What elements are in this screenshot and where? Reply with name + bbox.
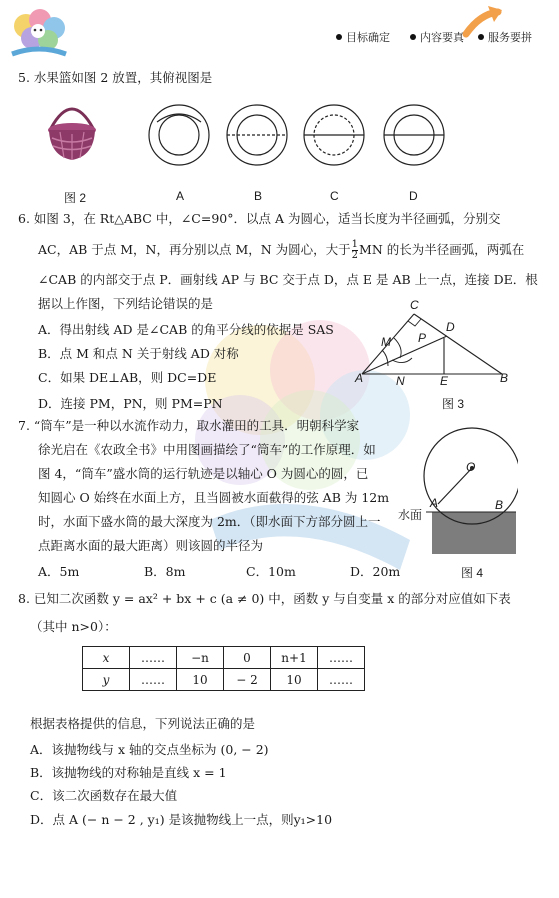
q7-option-d: D．20m [350,564,401,579]
q7-option-c: C．10m [246,564,296,579]
table-cell: − 2 [224,669,271,691]
fig3-label: 图 3 [442,397,465,411]
q6-line-3: ∠CAB 的内部交于点 P．画射线 AP 与 BC 交于点 D，点 E 是 AB 上一点，连接 DE．根 [38,272,538,287]
fig4-point-o: O [466,460,476,474]
table-cell: …… [130,669,177,691]
q5-text: 5. 水果篮如图 2 放置，其俯视图是 [18,70,213,85]
q6-line-1: 6. 如图 3，在 Rt△ABC 中，∠C=90°．以点 A 为圆心，适当长度为半径画弧，分别交 [18,211,501,226]
header-item-content: 内容要真 [410,29,464,45]
fig3-point-e: E [440,374,449,388]
q7-option-b: B．8m [144,564,186,579]
basket-image [44,100,100,164]
q5-label-d: D [409,189,418,203]
fig3-point-n: N [396,374,405,388]
table-cell: …… [130,647,177,669]
q6-line-4: 据以上作图，下列结论错误的是 [38,296,214,311]
bullet-icon [336,34,342,40]
q5-option-d-figure [382,100,446,170]
q6-option-a: A．得出射线 AD 是∠CAB 的角平分线的依据是 SAS [38,322,334,337]
fig3-point-c: C [410,298,419,312]
q5-option-a-figure [147,100,211,170]
bullet-icon [410,34,416,40]
q6-option-d: D．连接 PM，PN，则 PM=PN [38,396,223,411]
fig3-point-m: M [381,335,391,349]
figure-3-diagram [352,296,512,388]
table-cell: −n [177,647,224,669]
q7-line-4: 知圆心 O 始终在水面上方，且当圆被水面截得的弦 AB 为 12m [38,490,390,505]
fig4-label: 图 4 [461,566,484,580]
table-cell: n+1 [271,647,318,669]
q8-option-c: C．该二次函数存在最大值 [30,788,178,803]
q7-line-6: 点距离水面的最大距离）则该圆的半径为 [38,538,264,553]
fig4-point-b: B [495,498,504,512]
fraction-half: $\frac{1}{2}$ [351,239,359,261]
header-item-service: 服务要拼 [478,29,532,45]
q8-option-d: D．点 A (− n − 2 , y₁) 是该抛物线上一点，则y₁>10 [30,812,333,827]
bullet-icon [478,34,484,40]
q6-option-b: B．点 M 和点 N 关于射线 AD 对称 [38,346,239,361]
q5-label-c: C [330,189,339,203]
q8-line-1: 8. 已知二次函数 y = ax² + bx + c (a ≠ 0) 中，函数 y 与自变量 x 的部分对应值如下表 [18,591,511,606]
table-cell: …… [318,647,365,669]
header-item-goal: 目标确定 [336,29,390,45]
table-cell: …… [318,669,365,691]
table-cell: 10 [271,669,318,691]
q5-option-b-figure [225,100,289,170]
q8-line-2: （其中 n>0）： [30,619,117,634]
figure-4-diagram [418,424,518,554]
fig4-point-a: A [430,496,439,510]
table-row [83,669,365,691]
q8-prompt: 根据表格提供的信息，下列说法正确的是 [30,716,256,731]
q5-label-b: B [254,189,263,203]
table-cell: x [83,647,130,669]
q7-line-2: 徐光启在《农政全书》中用图画描绘了“筒车”的工作原理．如 [38,442,376,457]
q6-line-2: AC，AB 于点 M，N，再分别以点 M，N 为圆心，大于 $\frac{1}{2}$ MN 的长为半径画弧，两弧在 [38,239,525,261]
table-row [83,647,365,669]
fig3-point-d: D [446,320,455,334]
water-surface-label: 水面 [398,508,423,522]
fig3-point-a: A [355,371,364,385]
q8-option-b: B．该抛物线的对称轴是直线 x = 1 [30,765,227,780]
q7-line-5: 时，水面下盛水筒的最大深度为 2m．（即水面下方部分圆上一 [38,514,381,529]
table-cell: 0 [224,647,271,669]
q7-line-3: 图 4，“筒车”盛水筒的运行轨迹是以轴心 O 为圆心的圆，已 [38,466,369,481]
q8-option-a: A．该抛物线与 x 轴的交点坐标为 (0, − 2) [30,742,269,757]
q7-option-a: A．5m [38,564,80,579]
q5-option-c-figure [302,100,366,170]
table-cell: y [83,669,130,691]
fig3-point-b: B [500,371,509,385]
q5-label-a: A [176,189,185,203]
value-table [82,646,365,691]
fig2-label: 图 2 [64,191,87,205]
fig3-point-p: P [418,331,427,345]
q7-line-1: 7. “筒车”是一种以水流作动力，取水灌田的工具．明朝科学家 [18,418,360,433]
table-cell: 10 [177,669,224,691]
logo-icon [4,4,74,62]
q6-option-c: C．如果 DE⊥AB，则 DC=DE [38,370,217,385]
